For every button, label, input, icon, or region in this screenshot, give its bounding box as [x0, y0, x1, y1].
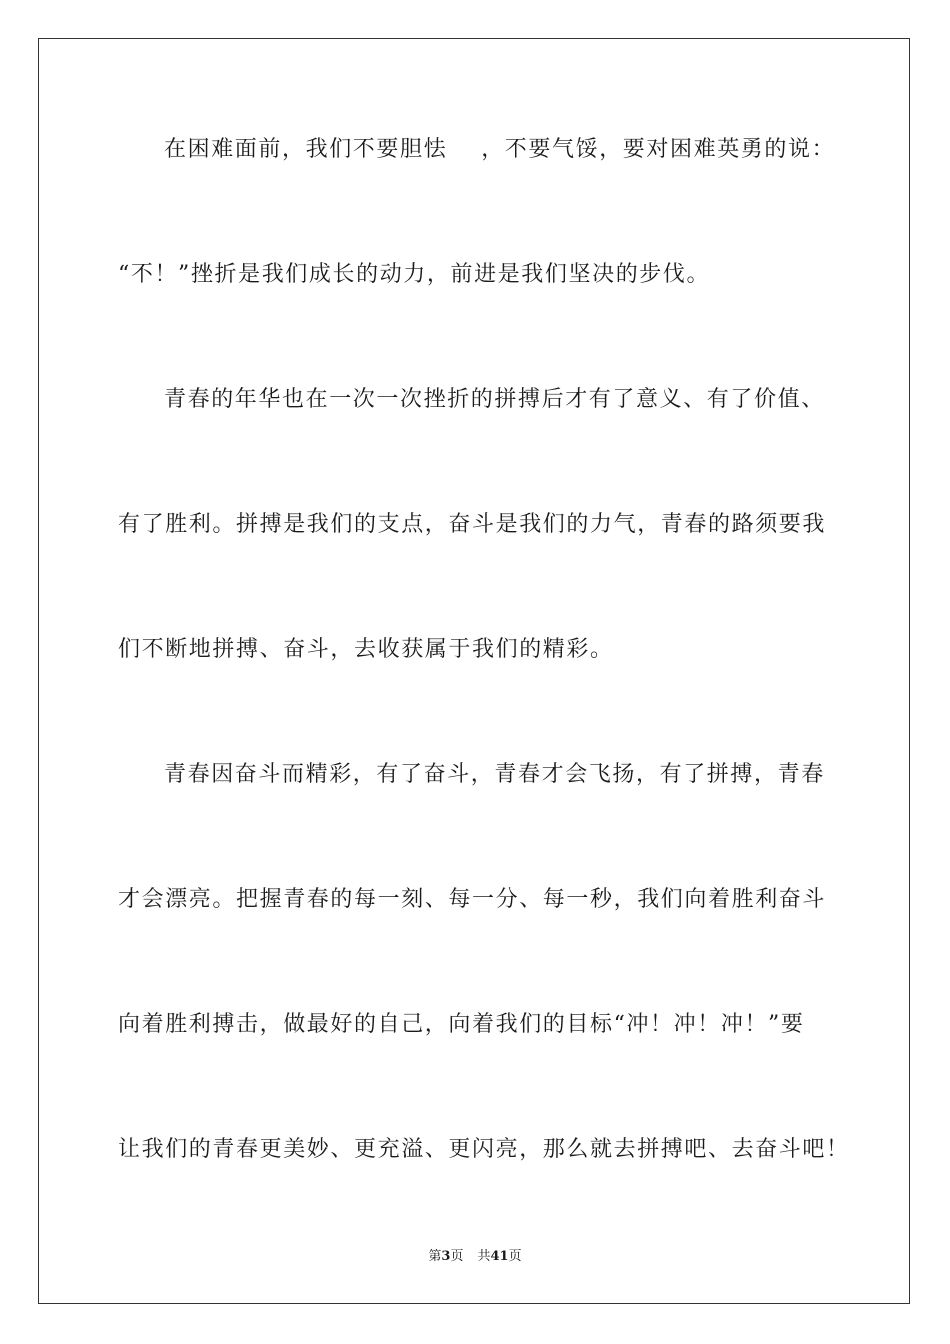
line-1-part-2: ，不要气馁，要对困难英勇的说： [481, 137, 836, 162]
paragraph-3-line-1: 青春因奋斗而精彩，有了奋斗，青春才会飞扬，有了拼搏，青春 [164, 762, 825, 787]
paragraph-3-line-4: 让我们的青春更美妙、更充溢、更闪亮，那么就去拼搏吧、去奋斗吧！ [118, 1137, 850, 1162]
paragraph-3-line-2: 才会漂亮。把握青春的每一刻、每一分、每一秒，我们向着胜利奋斗 [118, 887, 827, 912]
paragraph-2-line-1: 青春的年华也在一次一次挫折的拼搏后才有了意义、有了价值、 [164, 387, 825, 412]
total-suffix: 页 [508, 1249, 522, 1264]
total-pages: 41 [490, 1249, 509, 1264]
line-1-part-1: 在困难面前，我们不要胆怯 [164, 137, 448, 162]
page-prefix: 第 [428, 1249, 442, 1264]
paragraph-2-line-3: 们不断地拼搏、奋斗，去收获属于我们的精彩。 [118, 637, 614, 662]
paragraph-1-line-2: “不！”挫折是我们成长的动力，前进是我们坚决的步伐。 [118, 262, 711, 287]
page-suffix: 页 [450, 1249, 464, 1264]
paragraph-1-line-1 [164, 135, 884, 165]
page-border [38, 38, 910, 1304]
paragraph-2-line-2: 有了胜利。拼搏是我们的支点，奋斗是我们的力气，青春的路须要我 [118, 512, 827, 537]
total-pages-indicator [477, 1249, 521, 1264]
page-footer [0, 1248, 950, 1266]
page-number: 3 [441, 1249, 451, 1264]
page-indicator [428, 1249, 463, 1264]
paragraph-3-line-3: 向着胜利搏击，做最好的自己，向着我们的目标“冲！冲！冲！”要 [118, 1012, 805, 1037]
total-prefix: 共 [477, 1249, 491, 1264]
